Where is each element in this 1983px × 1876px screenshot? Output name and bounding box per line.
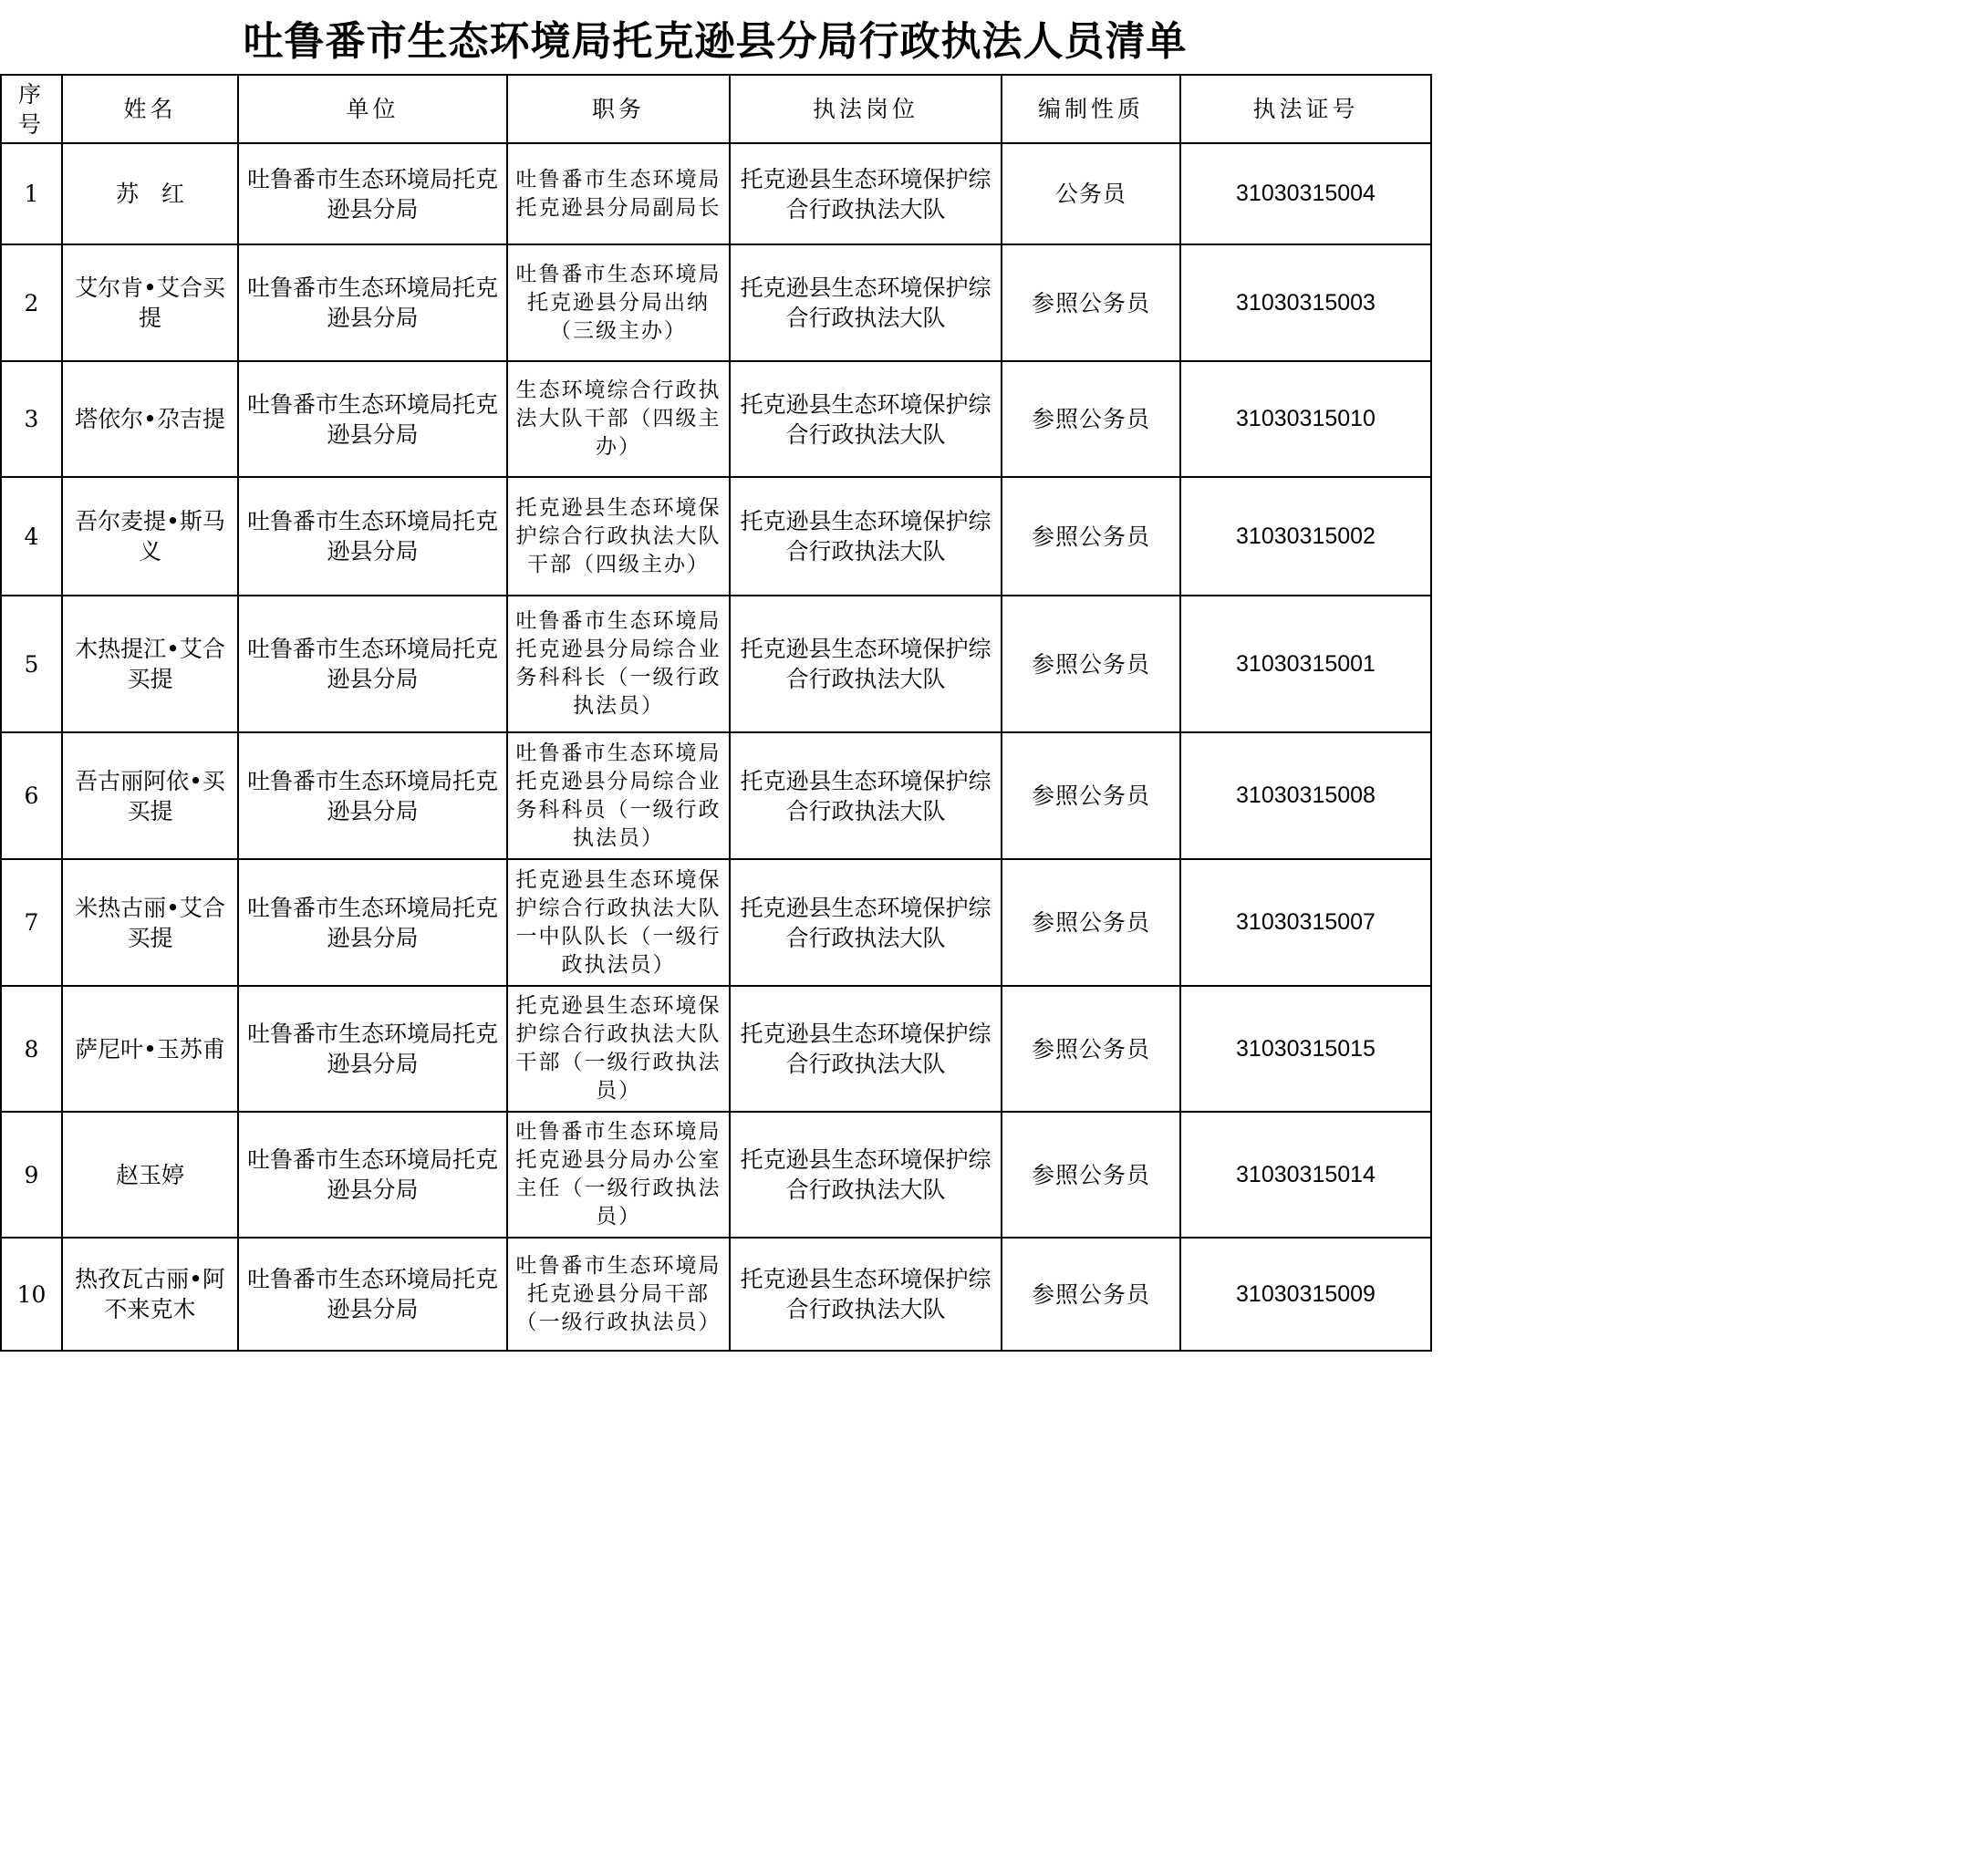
cell-name: 萨尼叶•玉苏甫 <box>62 986 238 1112</box>
cell-certificate-number: 31030315007 <box>1180 859 1431 986</box>
cell-post: 托克逊县生态环境保护综合行政执法大队干部（一级行政执法员） <box>507 986 730 1112</box>
personnel-table <box>0 74 1432 1352</box>
cell-enforcement-position: 托克逊县生态环境保护综合行政执法大队 <box>730 859 1002 986</box>
header-staffing-type: 编制性质 <box>1002 75 1180 143</box>
header-index: 序号 <box>1 75 62 143</box>
cell-staffing-type: 参照公务员 <box>1002 361 1180 477</box>
cell-name: 吾古丽阿依•买买提 <box>62 732 238 859</box>
cell-staffing-type: 参照公务员 <box>1002 244 1180 361</box>
cell-post: 吐鲁番市生态环境局托克逊县分局综合业务科科员（一级行政执法员） <box>507 732 730 859</box>
cell-certificate-number: 31030315003 <box>1180 244 1431 361</box>
cell-certificate-number: 31030315015 <box>1180 986 1431 1112</box>
table-row <box>1 1112 1431 1238</box>
cell-index: 6 <box>1 732 62 859</box>
table-row <box>1 859 1431 986</box>
cell-name: 吾尔麦提•斯马义 <box>62 477 238 596</box>
cell-staffing-type: 参照公务员 <box>1002 859 1180 986</box>
cell-index: 10 <box>1 1238 62 1351</box>
cell-certificate-number: 31030315010 <box>1180 361 1431 477</box>
table-row <box>1 732 1431 859</box>
cell-unit: 吐鲁番市生态环境局托克逊县分局 <box>238 361 507 477</box>
cell-name: 木热提江•艾合买提 <box>62 596 238 732</box>
cell-post: 吐鲁番市生态环境局托克逊县分局干部（一级行政执法员） <box>507 1238 730 1351</box>
table-row <box>1 143 1431 244</box>
cell-post: 托克逊县生态环境保护综合行政执法大队一中队队长（一级行政执法员） <box>507 859 730 986</box>
cell-name: 艾尔肯•艾合买提 <box>62 244 238 361</box>
cell-unit: 吐鲁番市生态环境局托克逊县分局 <box>238 986 507 1112</box>
cell-staffing-type: 参照公务员 <box>1002 732 1180 859</box>
header-unit: 单位 <box>238 75 507 143</box>
cell-index: 2 <box>1 244 62 361</box>
cell-unit: 吐鲁番市生态环境局托克逊县分局 <box>238 1238 507 1351</box>
cell-unit: 吐鲁番市生态环境局托克逊县分局 <box>238 244 507 361</box>
cell-name: 塔依尔•尕吉提 <box>62 361 238 477</box>
cell-post: 托克逊县生态环境保护综合行政执法大队干部（四级主办） <box>507 477 730 596</box>
cell-unit: 吐鲁番市生态环境局托克逊县分局 <box>238 477 507 596</box>
cell-unit: 吐鲁番市生态环境局托克逊县分局 <box>238 1112 507 1238</box>
cell-enforcement-position: 托克逊县生态环境保护综合行政执法大队 <box>730 1238 1002 1351</box>
cell-enforcement-position: 托克逊县生态环境保护综合行政执法大队 <box>730 477 1002 596</box>
cell-enforcement-position: 托克逊县生态环境保护综合行政执法大队 <box>730 1112 1002 1238</box>
cell-certificate-number: 31030315008 <box>1180 732 1431 859</box>
cell-unit: 吐鲁番市生态环境局托克逊县分局 <box>238 732 507 859</box>
cell-enforcement-position: 托克逊县生态环境保护综合行政执法大队 <box>730 244 1002 361</box>
cell-certificate-number: 31030315002 <box>1180 477 1431 596</box>
cell-staffing-type: 参照公务员 <box>1002 986 1180 1112</box>
header-enforcement-position: 执法岗位 <box>730 75 1002 143</box>
table-row <box>1 361 1431 477</box>
table-row <box>1 1238 1431 1351</box>
cell-post: 吐鲁番市生态环境局托克逊县分局综合业务科科长（一级行政执法员） <box>507 596 730 732</box>
cell-index: 8 <box>1 986 62 1112</box>
cell-index: 3 <box>1 361 62 477</box>
cell-name: 赵玉婷 <box>62 1112 238 1238</box>
cell-post: 吐鲁番市生态环境局托克逊县分局副局长 <box>507 143 730 244</box>
cell-index: 5 <box>1 596 62 732</box>
header-certificate-number: 执法证号 <box>1180 75 1431 143</box>
cell-enforcement-position: 托克逊县生态环境保护综合行政执法大队 <box>730 143 1002 244</box>
cell-certificate-number: 31030315001 <box>1180 596 1431 732</box>
cell-name: 热孜瓦古丽•阿不来克木 <box>62 1238 238 1351</box>
cell-enforcement-position: 托克逊县生态环境保护综合行政执法大队 <box>730 361 1002 477</box>
cell-name: 米热古丽•艾合买提 <box>62 859 238 986</box>
header-post: 职务 <box>507 75 730 143</box>
cell-unit: 吐鲁番市生态环境局托克逊县分局 <box>238 596 507 732</box>
cell-staffing-type: 参照公务员 <box>1002 477 1180 596</box>
table-row <box>1 244 1431 361</box>
cell-unit: 吐鲁番市生态环境局托克逊县分局 <box>238 859 507 986</box>
cell-index: 1 <box>1 143 62 244</box>
page-title: 吐鲁番市生态环境局托克逊县分局行政执法人员清单 <box>243 17 1188 65</box>
cell-index: 7 <box>1 859 62 986</box>
cell-staffing-type: 公务员 <box>1002 143 1180 244</box>
cell-staffing-type: 参照公务员 <box>1002 1112 1180 1238</box>
cell-enforcement-position: 托克逊县生态环境保护综合行政执法大队 <box>730 986 1002 1112</box>
cell-enforcement-position: 托克逊县生态环境保护综合行政执法大队 <box>730 596 1002 732</box>
table-row <box>1 477 1431 596</box>
table-row <box>1 986 1431 1112</box>
cell-unit: 吐鲁番市生态环境局托克逊县分局 <box>238 143 507 244</box>
cell-certificate-number: 31030315009 <box>1180 1238 1431 1351</box>
cell-index: 9 <box>1 1112 62 1238</box>
cell-post: 生态环境综合行政执法大队干部（四级主办） <box>507 361 730 477</box>
cell-post: 吐鲁番市生态环境局托克逊县分局出纳（三级主办） <box>507 244 730 361</box>
cell-certificate-number: 31030315004 <box>1180 143 1431 244</box>
cell-staffing-type: 参照公务员 <box>1002 1238 1180 1351</box>
header-name: 姓名 <box>62 75 238 143</box>
table-row <box>1 596 1431 732</box>
cell-staffing-type: 参照公务员 <box>1002 596 1180 732</box>
cell-certificate-number: 31030315014 <box>1180 1112 1431 1238</box>
cell-name: 苏 红 <box>62 143 238 244</box>
cell-post: 吐鲁番市生态环境局托克逊县分局办公室主任（一级行政执法员） <box>507 1112 730 1238</box>
cell-enforcement-position: 托克逊县生态环境保护综合行政执法大队 <box>730 732 1002 859</box>
table-header-row <box>1 75 1431 143</box>
cell-index: 4 <box>1 477 62 596</box>
